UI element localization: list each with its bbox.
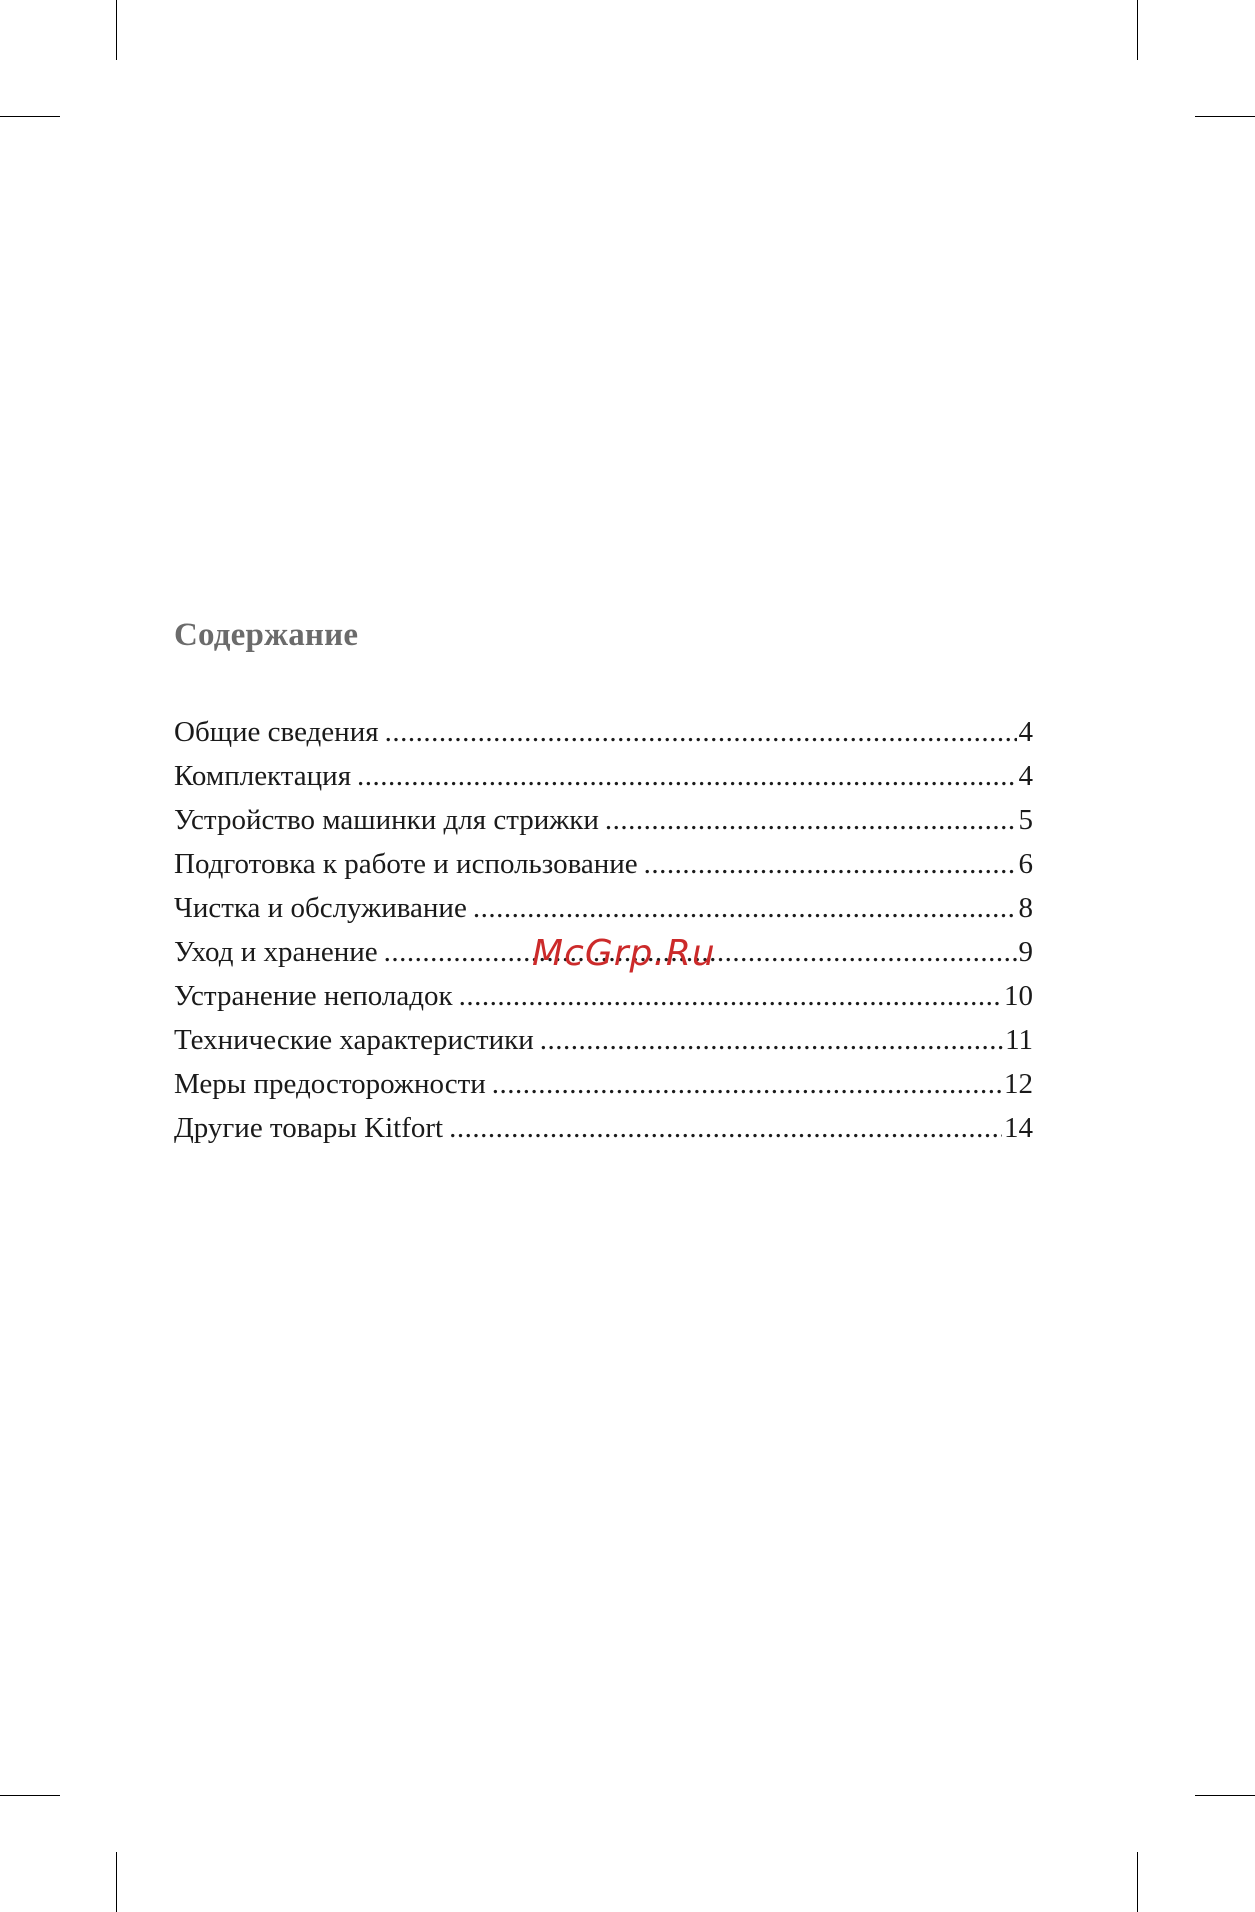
toc-entry-label: Технические характеристики (174, 1024, 534, 1056)
toc-dot-leader (644, 842, 1017, 886)
toc-entry-other-products[interactable] (174, 1106, 1033, 1150)
toc-dot-leader (449, 1106, 1002, 1150)
toc-entry-label: Устранение неполадок (174, 980, 453, 1012)
toc-entry-device-layout[interactable] (174, 798, 1033, 842)
crop-mark-top-left-vertical (116, 0, 117, 60)
crop-mark-bottom-right-vertical (1137, 1852, 1138, 1912)
toc-dot-leader (385, 710, 1017, 754)
crop-mark-top-left-horizontal (0, 116, 60, 117)
toc-entry-page: 8 (1018, 892, 1033, 924)
toc-entry-label: Подготовка к работе и использование (174, 848, 638, 880)
toc-entry-label: Комплектация (174, 760, 352, 792)
toc-entry-page: 10 (1004, 980, 1033, 1012)
crop-mark-top-right-vertical (1137, 0, 1138, 60)
toc-dot-leader (492, 1062, 1002, 1106)
toc-entry-page: 5 (1018, 804, 1033, 836)
toc-entry-label: Другие товары Kitfort (174, 1112, 444, 1144)
toc-entry-label: Общие сведения (174, 716, 379, 748)
toc-dot-leader (605, 798, 1017, 842)
toc-entry-page: 9 (1018, 936, 1033, 968)
crop-mark-bottom-right-horizontal (1195, 1795, 1255, 1796)
toc-list (174, 710, 1033, 1150)
toc-entry-page: 14 (1004, 1112, 1033, 1144)
toc-entry-general-info[interactable] (174, 710, 1033, 754)
toc-entry-specifications[interactable] (174, 1018, 1033, 1062)
toc-entry-label: Чистка и обслуживание (174, 892, 467, 924)
toc-entry-cleaning-and-maintenance[interactable] (174, 886, 1033, 930)
toc-entry-package-contents[interactable] (174, 754, 1033, 798)
watermark-text: McGrp.Ru (532, 933, 716, 974)
toc-dot-leader (357, 754, 1016, 798)
crop-mark-top-right-horizontal (1195, 116, 1255, 117)
toc-entry-troubleshooting[interactable] (174, 974, 1033, 1018)
toc-dot-leader (473, 886, 1017, 930)
toc-title: Содержание (174, 617, 359, 653)
crop-mark-bottom-left-vertical (116, 1852, 117, 1912)
toc-entry-label: Меры предосторожности (174, 1068, 486, 1100)
crop-mark-bottom-left-horizontal (0, 1795, 60, 1796)
toc-entry-page: 12 (1004, 1068, 1033, 1100)
toc-entry-label: Уход и хранение (174, 936, 378, 968)
toc-entry-page: 4 (1018, 760, 1033, 792)
toc-dot-leader (459, 974, 1002, 1018)
toc-entry-safety-precautions[interactable] (174, 1062, 1033, 1106)
toc-entry-preparation-and-use[interactable] (174, 842, 1033, 886)
toc-dot-leader (540, 1018, 1003, 1062)
toc-entry-label: Устройство машинки для стрижки (174, 804, 599, 836)
toc-entry-page: 6 (1018, 848, 1033, 880)
toc-entry-page: 11 (1005, 1024, 1033, 1056)
toc-entry-page: 4 (1018, 716, 1033, 748)
